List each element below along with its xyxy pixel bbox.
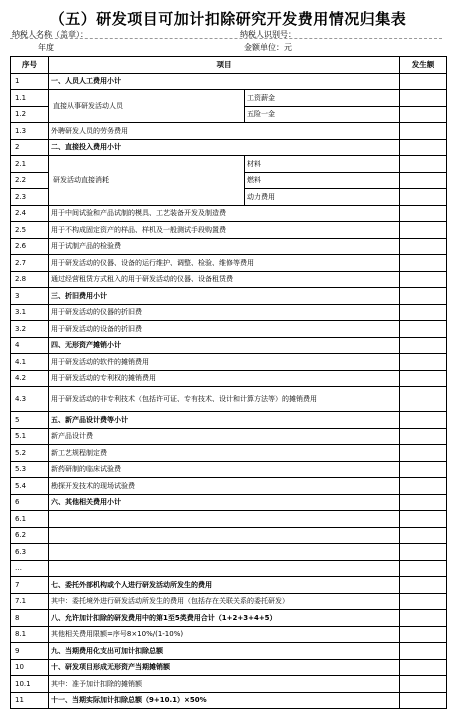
row-number: 3 [11,288,49,305]
table-row [11,238,447,255]
row-item: 用于研发活动的仪器、设备的运行维护、调整、检验、维修等费用 [49,255,400,272]
row-number: 2 [11,139,49,156]
row-amount-cell[interactable] [400,321,447,338]
row-number: 4.2 [11,370,49,387]
table-row [11,156,447,173]
table-row [11,271,447,288]
row-number: 5 [11,412,49,429]
row-amount-cell[interactable] [400,494,447,511]
row-item [49,544,400,561]
row-item [49,527,400,544]
table-row [11,511,447,528]
row-amount-cell[interactable] [400,412,447,429]
table-row [11,321,447,338]
row-amount-cell[interactable] [400,577,447,594]
row-number: 1.1 [11,90,49,107]
row-number: 1 [11,73,49,90]
row-item: 其中：准予加计扣除的摊销额 [49,676,400,693]
row-subitem: 五险一金 [245,106,400,123]
row-number: 4 [11,337,49,354]
row-item: 十、研发项目形成无形资产当期摊销额 [49,659,400,676]
row-item: 七、委托外部机构或个人进行研发活动所发生的费用 [49,577,400,594]
row-item: 用于不构成固定资产的样品、样机及一般测试手段购置费 [49,222,400,239]
row-amount-cell[interactable] [400,139,447,156]
table-row [11,354,447,371]
row-amount-cell[interactable] [400,461,447,478]
row-amount-cell[interactable] [400,511,447,528]
row-number: 2.7 [11,255,49,272]
row-number: 10.1 [11,676,49,693]
row-number: 2.6 [11,238,49,255]
table-row [11,610,447,627]
row-amount-cell[interactable] [400,189,447,206]
row-item [49,560,400,577]
row-number: 7.1 [11,593,49,610]
row-item: 用于研发活动的非专利技术（包括许可证、专有技术、设计和计算方法等）的摊销费用 [49,387,400,412]
row-number: 6 [11,494,49,511]
row-subitem: 燃料 [245,172,400,189]
table-header-row [11,57,447,74]
row-amount-cell[interactable] [400,527,447,544]
table-row [11,90,447,107]
table-row [11,544,447,561]
table-row [11,428,447,445]
row-amount-cell[interactable] [400,238,447,255]
row-amount-cell[interactable] [400,643,447,660]
row-amount-cell[interactable] [400,428,447,445]
row-amount-cell[interactable] [400,123,447,140]
table-row [11,337,447,354]
row-number: 5.1 [11,428,49,445]
table-row [11,494,447,511]
row-amount-cell[interactable] [400,445,447,462]
row-amount-cell[interactable] [400,659,447,676]
row-number: 8 [11,610,49,627]
row-item: 勘探开发技术的现场试验费 [49,478,400,495]
table-row [11,659,447,676]
table-row [11,304,447,321]
row-number: … [11,560,49,577]
table-row [11,205,447,222]
row-item: 用于研发活动的仪器的折旧费 [49,304,400,321]
row-amount-cell[interactable] [400,337,447,354]
row-item: 十一、当期实际加计扣除总额（9+10.1）×50% [49,692,400,709]
row-number: 10 [11,659,49,676]
row-number: 4.1 [11,354,49,371]
row-item: 用于研发活动的专利权的摊销费用 [49,370,400,387]
row-number: 5.4 [11,478,49,495]
row-amount-cell[interactable] [400,73,447,90]
table-row [11,222,447,239]
row-number: 1.2 [11,106,49,123]
row-number: 9 [11,643,49,660]
table-row [11,139,447,156]
row-item: 八、允许加计扣除的研发费用中的第1至5类费用合计（1+2+3+4+5） [49,610,400,627]
row-number: 2.8 [11,271,49,288]
table-row [11,692,447,709]
row-number: 6.2 [11,527,49,544]
row-item: 外聘研发人员的劳务费用 [49,123,400,140]
row-amount-cell[interactable] [400,304,447,321]
row-item: 新工艺规程制定费 [49,445,400,462]
row-amount-cell[interactable] [400,156,447,173]
row-number: 2.3 [11,189,49,206]
row-subitem: 动力费用 [245,189,400,206]
table-row [11,461,447,478]
row-item: 用于研发活动的设备的折旧费 [49,321,400,338]
row-number: 2.5 [11,222,49,239]
row-number: 5.3 [11,461,49,478]
row-amount-cell[interactable] [400,354,447,371]
row-number: 6.3 [11,544,49,561]
row-number: 5.2 [11,445,49,462]
row-item: 二、直接投入费用小计 [49,139,400,156]
table-row [11,288,447,305]
year-label: 年度 [38,43,54,52]
row-amount-cell[interactable] [400,560,447,577]
row-item: 用于研发活动的软件的摊销费用 [49,354,400,371]
row-item [49,511,400,528]
row-item: 直接从事研发活动人员 [49,90,245,123]
row-number: 6.1 [11,511,49,528]
row-item: 用于中间试验和产品试制的模具、工艺装备开发及制造费 [49,205,400,222]
row-amount-cell[interactable] [400,222,447,239]
meta-divider [10,38,442,39]
row-item: 其中：委托境外进行研发活动所发生的费用（包括存在关联关系的委托研发） [49,593,400,610]
row-amount-cell[interactable] [400,626,447,643]
row-number: 3.1 [11,304,49,321]
row-number: 3.2 [11,321,49,338]
row-amount-cell[interactable] [400,90,447,107]
table-row [11,412,447,429]
row-amount-cell[interactable] [400,610,447,627]
row-amount-cell[interactable] [400,544,447,561]
table-row [11,626,447,643]
row-subitem: 材料 [245,156,400,173]
expense-table [10,56,447,709]
row-number: 2.4 [11,205,49,222]
table-row [11,593,447,610]
row-item: 九、当期费用化支出可加计扣除总额 [49,643,400,660]
row-amount-cell[interactable] [400,172,447,189]
table-row [11,73,447,90]
header-amount: 发生额 [400,57,447,74]
row-item: 三、折旧费用小计 [49,288,400,305]
row-number: 8.1 [11,626,49,643]
row-number: 11 [11,692,49,709]
page-title: （五）研发项目可加计扣除研究开发费用情况归集表 [49,10,407,28]
row-amount-cell[interactable] [400,676,447,693]
row-amount-cell[interactable] [400,271,447,288]
row-amount-cell[interactable] [400,288,447,305]
row-subitem: 工资薪金 [245,90,400,107]
row-item: 一、人员人工费用小计 [49,73,400,90]
row-item: 研发活动直接消耗 [49,156,245,206]
taxpayer-id-label: 纳税人识别号： [240,30,296,39]
row-item: 通过经营租赁方式租入的用于研发活动的仪器、设备租赁费 [49,271,400,288]
table-row [11,676,447,693]
row-amount-cell[interactable] [400,255,447,272]
row-item: 四、无形资产摊销小计 [49,337,400,354]
row-amount-cell[interactable] [400,106,447,123]
table-row [11,478,447,495]
row-number: 7 [11,577,49,594]
row-amount-cell[interactable] [400,478,447,495]
table-row [11,445,447,462]
table-row [11,577,447,594]
header-no: 序号 [11,57,49,74]
row-item: 新药研制的临床试验费 [49,461,400,478]
header-item: 项目 [49,57,400,74]
table-row [11,370,447,387]
table-row [11,387,447,412]
row-amount-cell[interactable] [400,205,447,222]
table-row [11,123,447,140]
row-number: 4.3 [11,387,49,412]
row-number: 2.2 [11,172,49,189]
table-row [11,560,447,577]
row-amount-cell[interactable] [400,387,447,412]
table-row [11,643,447,660]
unit-label: 金额单位：元 [244,43,292,52]
row-amount-cell[interactable] [400,692,447,709]
row-number: 1.3 [11,123,49,140]
row-item: 新产品设计费 [49,428,400,445]
row-amount-cell[interactable] [400,593,447,610]
row-item: 六、其他相关费用小计 [49,494,400,511]
row-item: 其他相关费用限额=序号8×10%/(1-10%) [49,626,400,643]
row-number: 2.1 [11,156,49,173]
table-row [11,255,447,272]
table-row [11,527,447,544]
taxpayer-name-label: 纳税人名称（盖章）： [12,30,88,39]
row-item: 五、新产品设计费等小计 [49,412,400,429]
row-item: 用于试制产品的检验费 [49,238,400,255]
row-amount-cell[interactable] [400,370,447,387]
